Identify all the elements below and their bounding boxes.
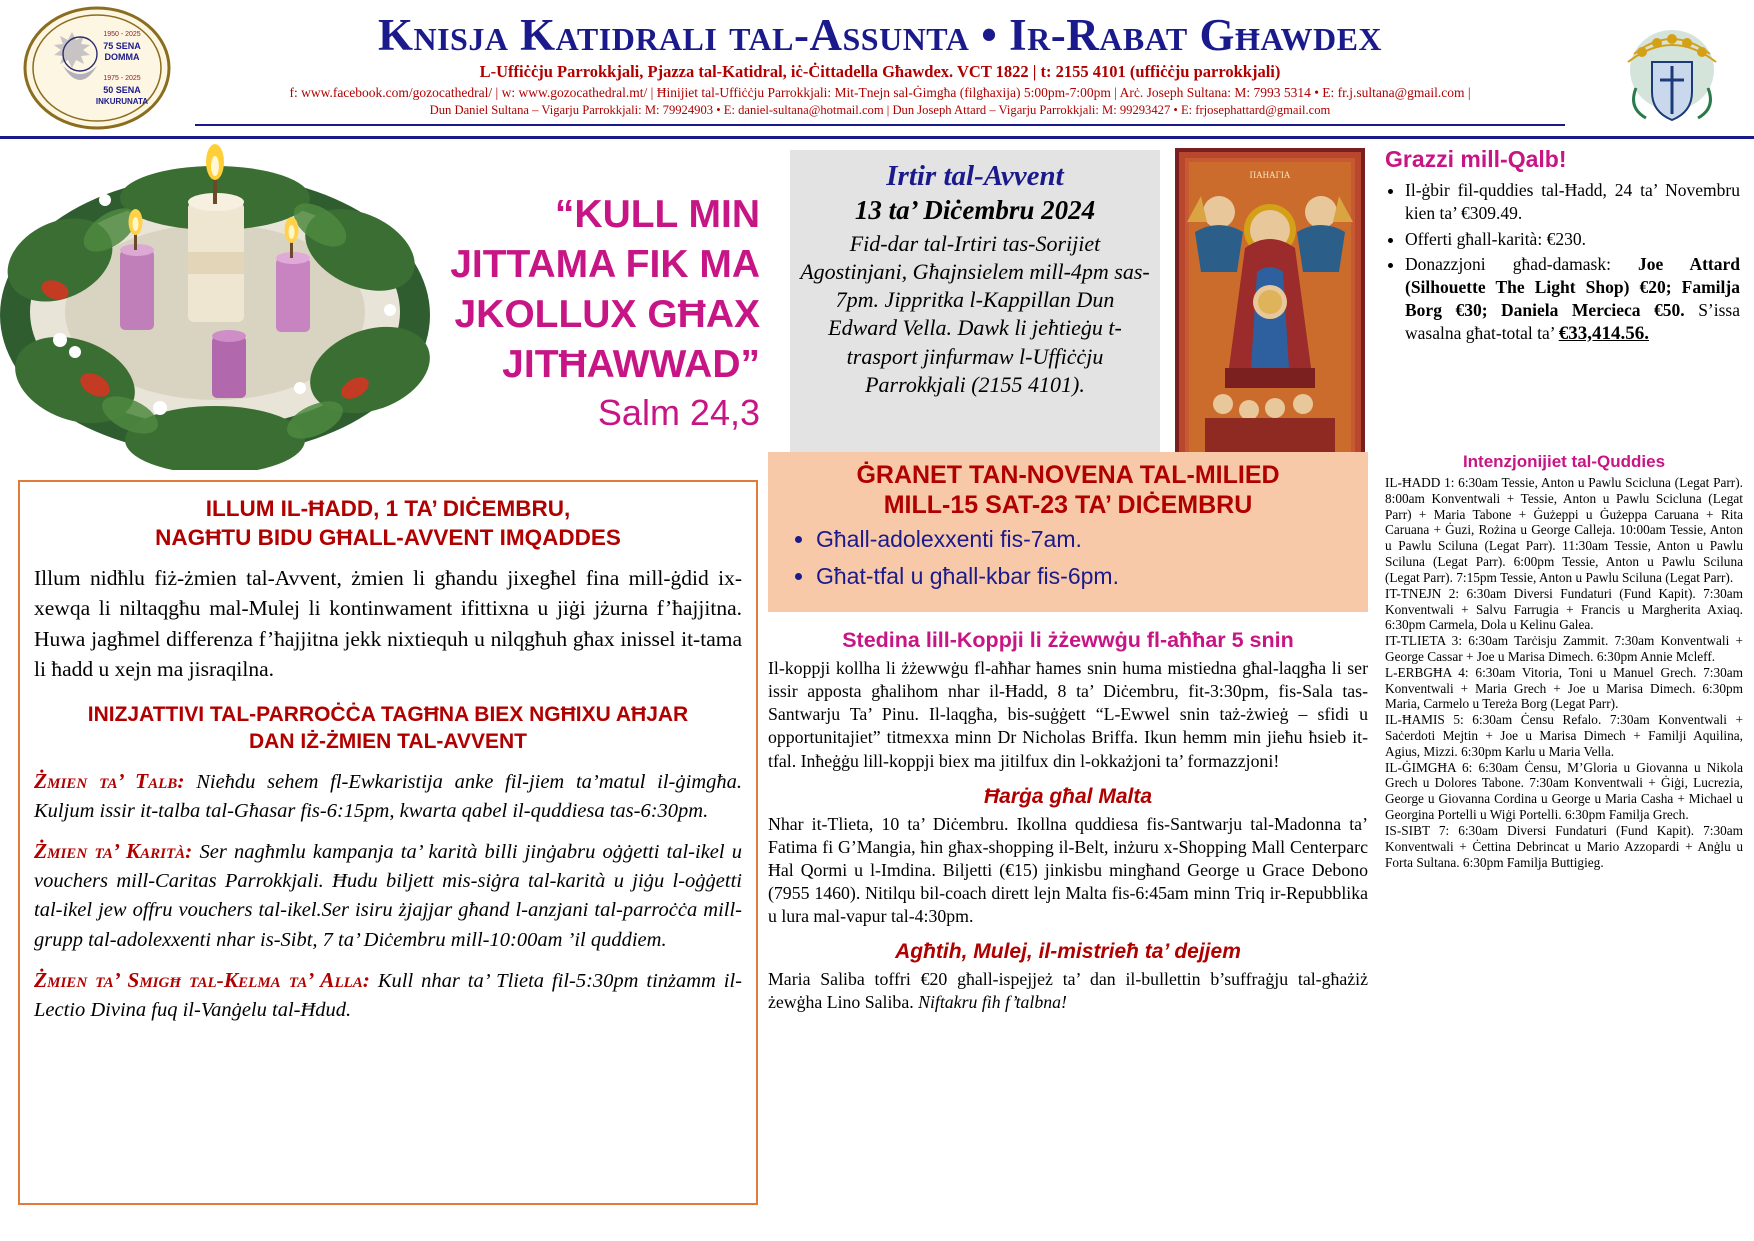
novena-list <box>776 526 1360 590</box>
aghtih-body-italic: Niftakru fih f’talbna! <box>918 992 1067 1013</box>
grazzi-section <box>1385 146 1740 349</box>
svg-text:50 SENA: 50 SENA <box>103 85 141 95</box>
masthead <box>195 12 1565 118</box>
quote-reference: Salm 24,3 <box>597 391 760 433</box>
quote-line-1: “KULL MIN <box>554 193 760 236</box>
mass-intention-entry: IT-TLIETA 3: 6:30am Tarċisju Zammit. 7:30am Konventwali + George Cassar + Joe u Marisa Dimech. 6:30pm Annie Mcleff. <box>1385 633 1743 664</box>
contact-line-2: Dun Daniel Sultana – Vigarju Parrokkjali: M: 79924903 • E: daniel-sultana@hotmail.com | Dun Joseph Attard – Vigarju Parrokkjali: M: 99293427 • E: frjosephattard@gmail.com <box>429 103 1331 118</box>
grazzi-item-label: Donazzjoni għad-damask: <box>1405 254 1611 275</box>
header-divider-2 <box>0 136 1754 139</box>
grazzi-donors: Joe Attard (Silhouette The Light Shop) €20; Familja Borg €30; Daniela Mercieca €50. <box>1405 254 1740 320</box>
middle-column <box>768 628 1368 1027</box>
svg-text:ПАНАГIА: ПАНАГIА <box>1249 170 1291 180</box>
irtir-date: 13 ta’ Diċembru 2024 <box>854 195 1096 225</box>
aghtih-body-post: għall-ispejjeż ta’ dan il-bullettin b’suffraġju tal-għażiż żewġha Lino Saliba. <box>768 969 1368 1013</box>
grazzi-total-pre: S’issa wasalna għat-total ta’ <box>1405 299 1741 343</box>
svg-text:DOMMA: DOMMA <box>104 52 140 62</box>
mass-intention-entry: IT-TNEJN 2: 6:30am Diversi Fundaturi (Fund Kapit). 7:30am Konventwali + Salvu Farrugia + Francis u Margherita Axiaq. 6:30pm Carmela, Dola u Kelinu Galea. <box>1385 585 1743 633</box>
grazzi-list <box>1385 179 1740 346</box>
anniversary-seal <box>22 6 172 130</box>
novena-title-line-2: MILL-15 SAT-23 TA’ DIĊEMBRU <box>883 491 1253 519</box>
irtir-title: Irtir tal-Avvent <box>886 160 1064 192</box>
mass-intention-entry: IL-ĦADD 1: 6:30am Tessie, Anton u Pawlu Scicluna (Legat Parr). 8:00am Konventwali + Tessie, Anton u Pawlu Scicluna (Legat Parr) + Maria Tabone + Ġużeppi u Ġużeppa Caruana + Rita Caruana + Ġuzi, Rożina u George Calleja. 10:00am Tessie, Anton u Pawlu Sciluna (Legat Parr). 11:30am Tessie, Anton u Pawlu Sciluna (Legat Parr). 6:00pm Tessie, Anton u Pawlu Sciluna (Legat Parr). 7:15pm Tessie, Anton u Pawlu Sciluna (Legat Parr). <box>1385 475 1743 585</box>
aghtih-body-pre: Maria Saliba toffri <box>768 969 921 990</box>
grazzi-item <box>1405 253 1740 346</box>
illum-body: Illum nidħlu fiż-żmien tal-Avvent, żmien li għandu jixegħel fina mill-ġdid ix-xewqa li niltaqgħu mal-Mulej li kontinwament ifittixna u jiġi jżurna f’ħajjitna. Huwa jagħmel differenza f’ħajjitna jekk nixtiequh u nilqgħuh għax inissel it-tama li ħadd u xejn ma jisraqilna. <box>34 565 742 682</box>
inizjattivi-heading <box>34 701 742 756</box>
initiative-label: Żmien ta’ Talb: <box>34 769 185 793</box>
mass-intention-entry: IL-ĠIMGĦA 6: 6:30am Ċensu, M’Gloria u Giovanna u Nikola Grech u Dolores Tabone. 7:30am Konventwali + Ġiġi, Lucrezia, George u Giovanna Cordina u George u Maria Casha + Michael u Georgina Portelli u Wiġi Portelli. 6:30pm Familja Grech. <box>1385 759 1743 823</box>
harga-title: Ħarġa għal Malta <box>983 784 1153 808</box>
illum-heading-line-2: NAGĦTU BIDU GĦALL-AVVENT IMQADDES <box>155 525 621 551</box>
novena-item: • Għat-tfal u għall-kbar fis-6pm. <box>816 563 1360 590</box>
initiative-text: Nieħdu sehem fl-Ewkaristija anke fil-jiem ta’matul il-ġimgħa. Kuljum issir it-talba tal-Għasar fis-6:15pm, kwarta qabel il-quddiesa tas-6:30pm. <box>34 771 743 823</box>
illum-heading <box>34 494 742 553</box>
initiative-text: Ser nagħmlu kampanja ta’ karità billi jinġabru oġġetti tal-ikel u vouchers mill-Caritas Parrokkjali. Ħudu biljett mis-siġra tal-karità u jiġu l-oġġetti tal-ikel jew offru vouchers tal-ikel.Ser isiru żjajjar għand l-anzjani tal-parroċċa mill-grupp tal-adolexxenti nhar is-Sibt, 7 ta’ Diċembru mill-10:00am ’il quddiem. <box>34 841 742 951</box>
mass-intentions-title: Intenzjonijiet tal-Quddies <box>1462 452 1666 471</box>
coat-of-arms-icon <box>1612 10 1732 128</box>
grazzi-item: • Il-ġbir fil-quddies tal-Ħadd, 24 ta’ Novembru kien ta’ €309.49. <box>1405 179 1740 225</box>
mass-intention-entry: IL-ĦAMIS 5: 6:30am Ċensu Refalo. 7:30am Konventwali + Saċerdoti Mejtin + Joe u Marisa Dimech + Familji Aquilina, Agius, Mizzi. 6:30pm Karlu u Maria Vella. <box>1385 712 1743 759</box>
harga-body: Nhar it-Tlieta, 10 ta’ Diċembru. Ikollna quddiesa fis-Santwarju tal-Madonna ta’ Fatima fi G’Mangia, ħin għax-shopping il-Belt, inżuru x-Shopping Mall Centerparc Ħal Qormi u l-Imdina. Biljetti (€15) jinkisbu mingħand George u Grace Debono (7955 1460). Nitilqu bil-coach dirett lejn Malta fis-6:45am minn Triq ir-Repubblika u lura mal-vapur tal-4:30pm. <box>768 813 1368 927</box>
madonna-icon-image <box>1175 148 1365 468</box>
illum-il-hadd-box <box>18 480 758 1205</box>
svg-text:1975 - 2025: 1975 - 2025 <box>103 75 141 82</box>
stedina-body: Il-koppji kollha li żżewwġu fl-aħħar ħames snin huma mistiedna għal-laqgħa li ser issir apposta għalihom nhar il-Ħadd, 8 ta’ Diċembru, fit-3:30pm, fis-Sala tas-Santwarju Ta’ Pinu. Il-laqgħa, bis-suġġett “L-Ewwel snin taż-żwieġ – sfidi u opportunitajiet” titmexxa minn Dr Nicholas Briffa. Ikun hemm min jieħu ħsieb it-tfal. Inħeġġu lill-koppji biex ma jitilfux din l-okkażjoni ta’ formazzjoni! <box>768 658 1368 771</box>
irtir-body: Fid-dar tal-Irtiri tas-Sorijiet Agostinjani, Għajnsielem mill-4pm sas-7pm. Jippritka l-Kappillan Dun Edward Vella. Dawk li jeħtieġu t-trasport jinfurmaw l-Uffiċċju Parrokkjali (2155 4101). <box>800 231 1150 397</box>
novena-item: • Għall-adolexxenti fis-7am. <box>816 526 1360 553</box>
grazzi-total-amount: €33,414.56. <box>1558 322 1649 344</box>
page-header <box>0 0 1754 140</box>
grazzi-title: Grazzi mill-Qalb! <box>1385 146 1567 172</box>
inizjattivi-heading-line-2: DAN IŻ-ŻMIEN TAL-AVVENT <box>248 730 528 754</box>
initiative-label: Żmien ta’ Karità: <box>34 839 193 864</box>
illum-heading-line-1: ILLUM IL-ĦADD, 1 TA’ DIĊEMBRU, <box>205 496 571 521</box>
inizjattivi-heading-line-1: INIZJATTIVI TAL-PARROĊĊA TAGĦNA BIEX NGĦIXU AĦJAR <box>87 702 689 726</box>
initiative-label: Żmien ta’ Smigħ tal-Kelma ta’ Alla: <box>34 967 370 992</box>
irtir-advent-box <box>790 150 1160 460</box>
stedina-title: Stedina lill-Koppji li żżewwġu fl-aħħar 5 snin <box>842 628 1294 652</box>
aghtih-title: Agħtih, Mulej, il-mistrieħ ta’ dejjem <box>895 940 1241 964</box>
novena-box <box>768 452 1368 612</box>
contact-line-1: f: www.facebook.com/gozocathedral/ | w: www.gozocathedral.mt/ | Ħinijiet tal-Uffiċċju Parrokkjali: Mit-Tnejn sal-Ġimgħa (filgħaxija) 5:00pm-7:00pm | Arċ. Joseph Sultana: M: 7993 5314 • E: fr.j.sultana@gmail.com | <box>289 85 1471 101</box>
quote-line-3: JKOLLUX GĦAX <box>454 292 760 336</box>
novena-title <box>776 460 1360 520</box>
aghtih-amount: €20 <box>920 969 948 990</box>
novena-title-line-1: ĠRANET TAN-NOVENA TAL-MILIED <box>856 461 1280 489</box>
quote-line-4: JITĦAWWAD” <box>502 342 760 386</box>
scripture-quote <box>400 190 760 436</box>
mass-intention-entry: IS-SIBT 7: 6:30am Diversi Fundaturi (Fund Kapit). 7:30am Konventwali + Ċettina Debrincat u Mario Azzopardi + Anġlu u Forta Sultana. 6:30pm Familja Buttigieg. <box>1385 822 1743 870</box>
svg-text:75 SENA: 75 SENA <box>103 41 141 51</box>
svg-text:INKURUNATA: INKURUNATA <box>95 97 149 106</box>
quote-line-2: JITTAMA FIK MA <box>450 242 760 286</box>
initiative-item <box>34 836 742 954</box>
parish-address: L-Uffiċċju Parrokkjali, Pjazza tal-Katidral, iċ-Ċittadella Għawdex. VCT 1822 | t: 2155 4101 (uffiċċju parrokkjali) <box>479 62 1281 82</box>
initiative-item <box>34 965 742 1025</box>
initiative-text: Kull nhar ta’ Tlieta fil-5:30pm tinżamm il-Lectio Divina fuq il-Vanġelu tal-Ħdud. <box>34 969 742 1021</box>
initiative-item <box>34 766 742 826</box>
header-divider-1 <box>195 124 1565 126</box>
mass-intentions-section <box>1385 452 1743 870</box>
aghtih-body <box>768 968 1368 1014</box>
grazzi-item: • Offerti għall-karità: €230. <box>1405 228 1740 251</box>
svg-text:1950 - 2025: 1950 - 2025 <box>103 31 141 38</box>
page-title: Knisja Katidrali tal-Assunta • Ir-Rabat Għawdex <box>377 10 1383 60</box>
mass-intention-entry: L-ERBGĦA 4: 6:30am Vitoria, Toni u Manuel Grech. 7:30am Konventwali + Maria Grech + Joe u Marisa Dimech. 6:30pm Maria, Carmelo u Tereża Borg (Legat Parr). <box>1385 664 1743 712</box>
